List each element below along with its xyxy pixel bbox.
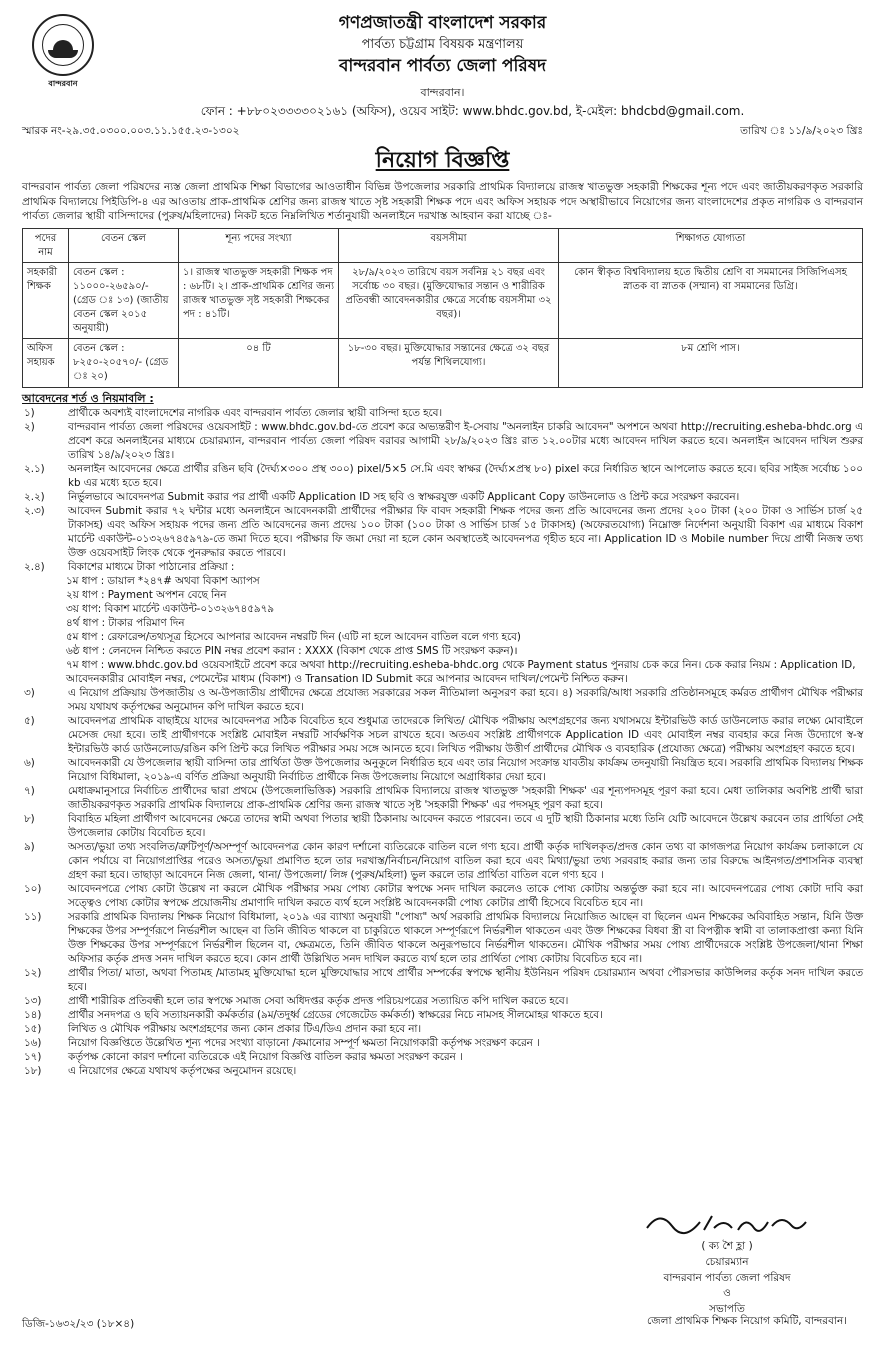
condition-text: আবেদনকারী যে উপজেলার স্থায়ী বাসিন্দা তার প্রার্থিতা উক্ত উপজেলার অনুকূলে নির্ধারিত হবে এবং তার নিয়োগ সংক্রান্ত যাবতীয় কার্যক্রম তদনুযায়ী নিয়ন্ত্রিত হবে। সরকারি প্রাথমিক বিদ্যালয় শিক্ষক নিয়োগ বিধিমালা, ২০১৯-এ বর্ণিত প্রক্রিয়া অনুযায়ী নির্বাচিত প্রার্থীকে নিজ উপজেলায় নিয়োগে অগ্রাধিকার দেয়া হবে। [68, 757, 863, 783]
condition-number: ৭) [24, 785, 35, 797]
memo-number: স্মারক নং-২৯.৩৫.০৩০০.০০৩.১১.১৫৫.২৩-১৩০২ [22, 124, 240, 137]
condition-item [22, 840, 863, 882]
memo-row [22, 124, 863, 138]
condition-number: ৫) [24, 715, 35, 727]
table-cell: ১৮-৩০ বছর। মুক্তিযোদ্ধার সন্তানের ক্ষেত্রে ৩২ বছর পর্যন্ত শিথিলযোগ্য। [339, 339, 559, 387]
bkash-step: ৬ষ্ঠ ধাপ : লেনদেন নিশ্চিত করতে PIN নম্বর প্রবেশ করান : XXXX (বিকাশ থেকে প্রাপ্ত SMS টি সংরক্ষণ করুন)। [66, 645, 518, 657]
condition-text: বিকাশের মাধ্যমে টাকা পাঠানোর প্রক্রিয়া : [68, 561, 235, 573]
condition-item [22, 462, 863, 490]
condition-item [22, 1008, 863, 1022]
council-seal [30, 14, 96, 102]
signatory-conjunction: ও [723, 1287, 731, 1300]
conditions-title: আবেদনের শর্ত ও নিয়মাবলি : [22, 391, 154, 405]
condition-number: ১৩) [24, 995, 42, 1007]
table-cell: বেতন স্কেল : ১১০০০-২৬৫৯০/- (গ্রেড ঃ ১৩) (জাতীয় বেতন স্কেল ২০১৫ অনুযায়ী) [69, 263, 179, 339]
condition-item [22, 1036, 863, 1050]
bkash-step: ৭ম ধাপ : www.bhdc.gov.bd ওয়েবসাইটে প্রবেশ করে অথবা http://recruiting.esheba-bhdc.org থেকে Payment status পুনরায় চেক করে নিন। চেক করার নিয়ম : Application ID, আবেদনকারীর মোবাইল নম্বর, পেমেন্টের মাধ্যম (বিকাশ) ও Transation ID Submit করে আপনার আবেদন দাখিল/পেমেন্ট নিশ্চিত করুন। [66, 659, 856, 685]
condition-text: প্রার্থী শারীরিক প্রতিবন্ধী হলে তার স্বপক্ষে সমাজ সেবা অধিদপ্তর কর্তৃক প্রদত্ত পরিচয়পত্রের সত্যায়িত কপি দাখিল করতে হবে। [68, 995, 569, 1007]
memo-date: তারিখ ঃ ১১/৯/২০২৩ খ্রিঃ [740, 124, 863, 137]
table-header: পদের নাম [23, 228, 69, 263]
condition-number: ১৭) [24, 1051, 42, 1063]
intro-paragraph: বান্দরবান পার্বত্য জেলা পরিষদের ন্যস্ত জেলা প্রাথমিক শিক্ষা বিভাগের আওতাধীন বিভিন্ন উপজেলার সরকারি প্রাথমিক বিদ্যালয়ে রাজস্ব খাতভুক্ত সহকারী শিক্ষকের শূন্য পদে এবং জাতীয়করণকৃত সরকারি প্রাথমিক বিদ্যালয়ে পিইডিপি-৪ এর আওতায় প্রাক-প্রাথমিক শ্রেণির জন্য রাজস্ব খাতে সৃষ্ট সহকারী শিক্ষক পদে এবং অফিস সহায়ক পদে অস্থায়ীভাবে নিয়োগের জন্য বাংলাদেশের প্রকৃত নাগরিক ও বান্দরবান পার্বত্য জেলার স্থায়ী বাসিন্দাদের (পুরুষ/মহিলাদের) নিকট হতে নিম্নলিখিত শর্তানুযায়ী অনলাইনে দরখাস্ত আহবান করা যাচ্ছে ঃ- [22, 181, 863, 223]
notice-title: নিয়োগ বিজ্ঞপ্তি [375, 148, 510, 174]
table-cell: ০৪ টি [179, 339, 339, 387]
condition-number: ১৬) [24, 1037, 42, 1049]
condition-item [22, 504, 863, 560]
condition-text: মেধাক্রমানুসারে নির্বাচিত প্রার্থীদের দ্বারা প্রথমে (উপজেলাভিত্তিক) সরকারি প্রাথমিক বিদ্যালয়ে রাজস্ব খাতভুক্ত 'সহকারী শিক্ষক' এর শূন্যপদসমূহ পূরণ করা হবে। মেধা তালিকার অবশিষ্ট প্রার্থী দ্বারা জাতীয়করণকৃত সরকারি প্রাথমিক বিদ্যালয়ে প্রাক-প্রাথমিক শ্রেণির জন্য রাজস্ব খাতে সৃষ্ট 'সহকারী শিক্ষক' এর পদসমূহ পূরণ করা হবে। [68, 785, 863, 811]
condition-number: ২.৪) [24, 561, 45, 573]
condition-text: নিয়োগ বিজ্ঞপ্তিতে উল্লেখিত শূন্য পদের সংখ্যা বাড়ানো /কমানোর সম্পূর্ণ ক্ষমতা নিয়োগকারী কর্তৃপক্ষ সংরক্ষণ করেন । [68, 1037, 540, 1049]
place-name: বান্দরবান। [420, 85, 465, 99]
condition-number: ৯) [24, 841, 35, 853]
condition-item [22, 490, 863, 504]
condition-text: সরকারি প্রাথমিক বিদ্যালয় শিক্ষক নিয়োগ বিধিমালা, ২০১৯ এর ব্যাখ্যা অনুযায়ী "পোষ্য" অর্থ সরকারি প্রাথমিক বিদ্যালয়ে নিয়োজিত আছেন বা ছিলেন এমন শিক্ষকের অবিবাহিত সন্তান, যিনি উক্ত শিক্ষকের উপর সম্পূর্ণরূপে নির্ভরশীল আছেন বা তিনি জীবিত থাকলে বা চাকুরিতে থাকলে সম্পূর্ণরূপে নির্ভরশীল থাকতেন এবং উক্ত শিক্ষকের বিধবা স্ত্রী বা বিপত্নীক স্বামী বা তালাকপ্রাপ্তা কন্যা যিনি উক্ত শিক্ষকের উপর সম্পূর্ণরূপে নির্ভরশীল ছিলেন বা, ক্ষেত্রমতে, তিনি জীবিত থাকলে অনুরূপভাবে নির্ভরশীল থাকতেন। মৌখিক পরীক্ষার সময় পোষ্য প্রার্থীদেরকে সংশ্লিষ্ট উপজেলা/থানা শিক্ষা অফিসার কর্তৃক প্রদত্ত সনদ দাখিল করতে হবে। কোন প্রার্থী উল্লিখিত সনদ দাখিল করতে ব্যর্থ হলে তার প্রার্থিতা পোষ্য কোটায় বিবেচিত হবে না। [68, 911, 863, 965]
condition-item [22, 686, 863, 714]
condition-text: প্রার্থীর পিতা/ মাতা, অথবা পিতামহ /মাতামহ মুক্তিযোদ্ধা হলে মুক্তিযোদ্ধার সাথে প্রার্থীর সম্পর্কের স্বপক্ষে স্থানীয় ইউনিয়ন পরিষদ চেয়ারম্যান অথবা পৌরসভার কাউন্সিলর কর্তৃক সনদ দাখিল করতে হবে। [68, 967, 863, 993]
council-name: বান্দরবান পার্বত্য জেলা পরিষদ [338, 56, 547, 77]
condition-number: ৬) [24, 757, 35, 769]
bkash-step: ১ম ধাপ : ডায়াল *২৪৭# অথবা বিকাশ অ্যাপস [66, 575, 260, 587]
condition-text: লিখিত ও মৌখিক পরীক্ষায় অংশগ্রহণের জন্য কোন প্রকার টিএ/ডিএ প্রদান করা হবে না। [68, 1023, 422, 1035]
seal-emblem-icon [32, 14, 94, 76]
condition-item [22, 882, 863, 910]
condition-item [22, 812, 863, 840]
condition-item [22, 784, 863, 812]
condition-item [22, 994, 863, 1008]
condition-text: আবেদনপত্র প্রাথমিক বাছাইয়ে যাদের আবেদনপত্র সঠিক বিবেচিত হবে শুধুমাত্র তাদেরকে লিখিত/ মৌখিক পরীক্ষায় অংশগ্রহণের জন্য যথাসময়ে ইন্টারভিউ কার্ড ডাউনলোড করার লক্ষ্যে মোবাইলে মেসেজ দেয়া হবে। তাই প্রার্থীগণকে সংশ্লিষ্ট মোবাইল নম্বরটি সার্বক্ষণিক সচল রাখতে হবে। অতএব সংশ্লিষ্ট প্রার্থীগণকে Application ID এবং মোবাইল নম্বর ব্যবহার করে নিজ উদ্যোগে স্ব-স্ব ইন্টারভিউ কার্ড ডাউনলোড/রঙিন কপি প্রিন্ট করে লিখিত পরীক্ষার সময় সঙ্গে আনতে হবে। লিখিত পরীক্ষায় উত্তীর্ণ প্রার্থীদের মৌখিক ও ব্যবহারিক (প্রযোজ্য ক্ষেত্রে) পরীক্ষায় অংশগ্রহণ করতে হবে। [68, 715, 863, 755]
condition-item [22, 1064, 863, 1078]
table-cell: সহকারী শিক্ষক [23, 263, 69, 339]
condition-number: ১৮) [24, 1065, 42, 1077]
condition-item [22, 406, 863, 420]
condition-text: অনলাইন আবেদনের ক্ষেত্রে প্রার্থীর রঙিন ছবি (দৈর্ঘ্য×৩০০ প্রস্থ ৩০০) pixel/5×5 সে.মি এবং স্বাক্ষর (দৈর্ঘ্য×প্রস্থ ৮০) pixel করে নির্ধারিত স্থানে আপলোড করতে হবে। ছবির সাইজ সর্বোচ্চ ১০০ kb এর মধ্যে হতে হবে। [68, 463, 863, 489]
letterhead [22, 12, 863, 120]
condition-number: ১০) [24, 883, 42, 895]
condition-item [22, 420, 863, 462]
condition-item [22, 560, 863, 574]
condition-number: ১৫) [24, 1023, 42, 1035]
handwritten-signature [627, 1208, 827, 1239]
seal-caption: বান্দরবান [48, 79, 78, 88]
ministry-name: পার্বত্য চট্টগ্রাম বিষয়ক মন্ত্রণালয় [361, 37, 524, 53]
table-cell: কোন স্বীকৃত বিশ্ববিদ্যালয় হতে দ্বিতীয় শ্রেণি বা সমমানের সিজিপিএসহ স্নাতক বা স্নাতক (সম্মান) বা সমমানের ডিগ্রি। [559, 263, 863, 339]
table-header: শূন্য পদের সংখ্যা [179, 228, 339, 263]
signatory-office: বান্দরবান পার্বত্য জেলা পরিষদ [663, 1271, 791, 1284]
condition-number: ৮) [24, 813, 35, 825]
condition-number: ২.৩) [24, 505, 45, 517]
table-cell: ২৮/৯/২০২৩ তারিখে বয়স সর্বনিম্ন ২১ বছর এবং সর্বোচ্চ ৩০ বছর। (মুক্তিযোদ্ধার সন্তান ও শারীরিক প্রতিবন্ধী আবেদনকারীর ক্ষেত্রে সর্বোচ্চ বয়সসীমা ৩২ বছর)। [339, 263, 559, 339]
signatory-role: চেয়ারম্যান [705, 1255, 749, 1268]
government-name: গণপ্রজাতন্ত্রী বাংলাদেশ সরকার [338, 13, 547, 33]
table-header: বয়সসীমা [339, 228, 559, 263]
table-cell: অফিস সহায়ক [23, 339, 69, 387]
condition-number: ১) [24, 407, 35, 419]
signature-block [627, 1208, 827, 1318]
condition-number: ৩) [24, 687, 35, 699]
condition-text: বিবাহিত মহিলা প্রার্থীগণ আবেদনের ক্ষেত্রে তাদের স্বামী অথবা পিতার স্থায়ী ঠিকানায় আবেদন করতে পারবেন। তবে এ দুটি স্থায়ী ঠিকানার মধ্যে তিনি যেটি আবেদনে উল্লেখ করবেন তার প্রার্থিতা সেই উপজেলার কোটায় বিবেচিত হবে। [68, 813, 863, 839]
condition-item [22, 910, 863, 966]
conditions-list [22, 406, 863, 1078]
condition-text: আবেদনপত্রে পোষ্য কোটা উল্লেখ না করলে মৌখিক পরীক্ষার সময় পোষ্য কোটার স্বপক্ষে সনদ দাখিল করলেও তাকে পোষ্য কোটায় অন্তর্ভুক্ত করা হবে না। আবেদনপত্রের পোষ্য কোটা দাবি করা সত্ত্বেও পোষ্য কোটার স্বপক্ষে প্রয়োজনীয় প্রমাণাদি দাখিল করতে ব্যর্থ হলে সংশ্লিষ্ট আবেদনকারী পোষ্য কোটার প্রার্থী হিসেবে বিবেচিত হবে না। [68, 883, 863, 909]
condition-number: ২) [24, 421, 35, 433]
condition-text: কর্তৃপক্ষ কোনো কারণ দর্শানো ব্যতিরেকে এই নিয়োগ বিজ্ঞপ্তি বাতিল করার ক্ষমতা সংরক্ষণ করেন । [68, 1051, 463, 1063]
document-code: ডিজি-১৬৩২/২৩ (১৮×৪) [22, 1318, 135, 1330]
condition-number: ১১) [24, 911, 42, 923]
bkash-step: ৩য় ধাপ: বিকাশ মার্চেন্ট একাউন্ট-০১৩২৬৭৪৫৯৭৯ [66, 603, 274, 615]
table-cell: ১। রাজস্ব খাতভুক্ত সহকারী শিক্ষক পদ : ৬৮টি। ২। প্রাক-প্রাথমিক শ্রেণির জন্য রাজস্ব খাতভুক্ত সৃষ্ট সহকারী শিক্ষকের পদ : ৪১টি। [179, 263, 339, 339]
signatory-role-2: সভাপতি [709, 1303, 745, 1315]
table-header: শিক্ষাগত যোগ্যতা [559, 228, 863, 263]
table-row [23, 263, 863, 339]
bkash-step: ২য় ধাপ : Payment অপশন বেছে নিন [66, 589, 227, 601]
condition-item [22, 756, 863, 784]
table-header: বেতন স্কেল [69, 228, 179, 263]
condition-text: বান্দরবান পার্বত্য জেলা পরিষদের ওয়েবসাইট : www.bhdc.gov.bd-তে প্রবেশ করে অভ্যন্তরীণ ই-সেবায় "অনলাইন চাকরি আবেদন" অপশনে অথবা http://recruiting.esheba-bhdc.org এ প্রবেশ করে অনলাইনের মাধ্যমে চেয়ারম্যান, বান্দরবান পার্বত্য জেলা পরিষদ বরাবর আগামী ২৮/৯/২০২৩ খ্রিঃ রাত ১২.০০টার মধ্যে আবেদন দাখিল করতে হবে। অনলাইন আবেদন দাখিল শুরুর তারিখ ১৪/৯/২০২৩ খ্রিঃ। [68, 421, 863, 461]
condition-number: ১৪) [24, 1009, 42, 1021]
condition-item [22, 1050, 863, 1064]
signatory-name: ( ক্য শৈ হ্লা ) [701, 1240, 753, 1252]
table-cell: বেতন স্কেল : ৮২৫০-২০৫৭০/- (গ্রেড ঃ ২০) [69, 339, 179, 387]
condition-text: প্রার্থীকে অবশ্যই বাংলাদেশের নাগরিক এবং বান্দরবান পার্বত্য জেলার স্থায়ী বাসিন্দা হতে হবে। [68, 407, 443, 419]
condition-text: প্রার্থীর সনদপত্র ও ছবি সত্যায়নকারী কর্মকর্তার (৯ম/তদুর্ধ্ব গ্রেডের গেজেটেড কর্মকর্তা) স্বাক্ষরের নিচে নামসহ সীলমোহর থাকতে হবে। [68, 1009, 603, 1021]
condition-text: আবেদন Submit করার ৭২ ঘন্টার মধ্যে অনলাইনে আবেদনকারী প্রার্থীদের পরীক্ষার ফি বাবদ সহকারী শিক্ষক পদের জন্য প্রতি আবেদনের জন্য প্রদেয় ২০০ টাকা (২০০ টাকা ও সার্ভিস চার্জ ২৫ টাকাসহ) এবং অফিস সহায়ক পদের জন্য প্রতি আবেদনের জন্য প্রদেয় ১০০ টাকা (১০০ টাকা ও সার্ভিস চার্জ ১৫ টাকাসহ) (অফেরতযোগ্য) নিম্নোক্ত নির্দেশনা অনুযায়ী বিকাশ এর মাধ্যমে বিকাশ মার্চেন্ট একাউন্ট-০১৩২৬৭৪৫৯৭৯-তে জমা দিতে হবে। পরীক্ষার ফি জমা দেয়া না হলে কোন অবস্থাতেই আবেদনপত্র গৃহীত হবে না। Application ID ও Mobile number দিয়ে প্রার্থী নিজস্ব তথ্য উক্ত ওয়েবসাইট লিংক থেকে পুনরুদ্ধার করতে পারবে। [68, 505, 863, 559]
condition-text: এ নিয়োগের ক্ষেত্রে যথাযথ কর্তৃপক্ষের অনুমোদন রয়েছে। [68, 1065, 297, 1077]
table-cell: ৮ম শ্রেণি পাস। [559, 339, 863, 387]
condition-number: ২.২) [24, 491, 45, 503]
posts-table [22, 228, 863, 388]
condition-text: এ নিয়োগ প্রক্রিয়ায় উপজাতীয় ও অ-উপজাতীয় প্রার্থীদের ক্ষেত্রে প্রযোজ্য সরকারের সকল নীতিমালা অনুসরণ করা হবে। ৪) সরকারি/আধা সরকারি প্রতিষ্ঠানসমূহে কর্মরত প্রার্থীগণ মৌখিক পরীক্ষার সময় যথাযথ কর্তৃপক্ষের অনুমোদন কপি দাখিল করতে হবে। [68, 687, 863, 713]
contact-line: ফোন : +৮৮০২৩৩৩৩০২১৬১ (অফিস), ওয়েব সাইট: www.bhdc.gov.bd, ই-মেইল: bhdcbd@gmail.com. [200, 104, 745, 119]
condition-number: ১২) [24, 967, 42, 979]
table-row [23, 339, 863, 387]
condition-text: অসত্য/ভুয়া তথ্য সংবলিত/ত্রুটিপূর্ণ/অসম্পূর্ণ আবেদনপত্র কোন কারণ দর্শানো ব্যতিরেকে বাতিল বলে গণ্য হবে। প্রার্থী কর্তৃক দাখিলকৃত/প্রদত্ত কোন তথ্য বা কাগজপত্র নিয়োগ কার্যক্রম চলাকালে যে কোন পর্যায়ে বা নিয়োগপ্রাপ্তির পরেও অসত্য/ভুয়া প্রমাণিত হলে তার দরখাস্ত/নির্বাচন/নিয়োগ বাতিল করা হবে এবং মিথ্যা/ভুয়া তথ্য সরবরাহ করার জন্য তার বিরুদ্ধে আইনগত/প্রশাসনিক ব্যবস্থা গ্রহণ করা হবে। তাছাড়া আবেদনে নিজ জেলা, থানা/ উপজেলা/ লিঙ্গ (পুরুষ/মহিলা) ভুল করলে তার প্রার্থিতা বাতিল বলে গণ্য হবে । [68, 841, 864, 881]
condition-item [22, 1022, 863, 1036]
condition-number: ২.১) [24, 463, 45, 475]
bkash-step: ৫ম ধাপ : রেফারেন্স/তথ্যসূত্র হিসেবে আপনার আবেদন নম্বরটি দিন (এটি না হলে আবেদন বাতিল বলে গণ্য হবে) [66, 631, 521, 643]
condition-item [22, 714, 863, 756]
bkash-step: ৪র্থ ধাপ : টাকার পরিমাণ দিন [66, 617, 185, 629]
signatory-office-2: জেলা প্রাথমিক শিক্ষক নিয়োগ কমিটি, বান্দরবান। [647, 1315, 847, 1327]
table-header-row [23, 228, 863, 263]
condition-item [22, 966, 863, 994]
condition-text: নির্ভুলভাবে আবেদনপত্র Submit করার পর প্রার্থী একটি Application ID সহ ছবি ও স্বাক্ষরযুক্ত একটি Applicant Copy ডাউনলোড ও প্রিন্ট করে সংরক্ষণ করবেন। [68, 491, 740, 503]
